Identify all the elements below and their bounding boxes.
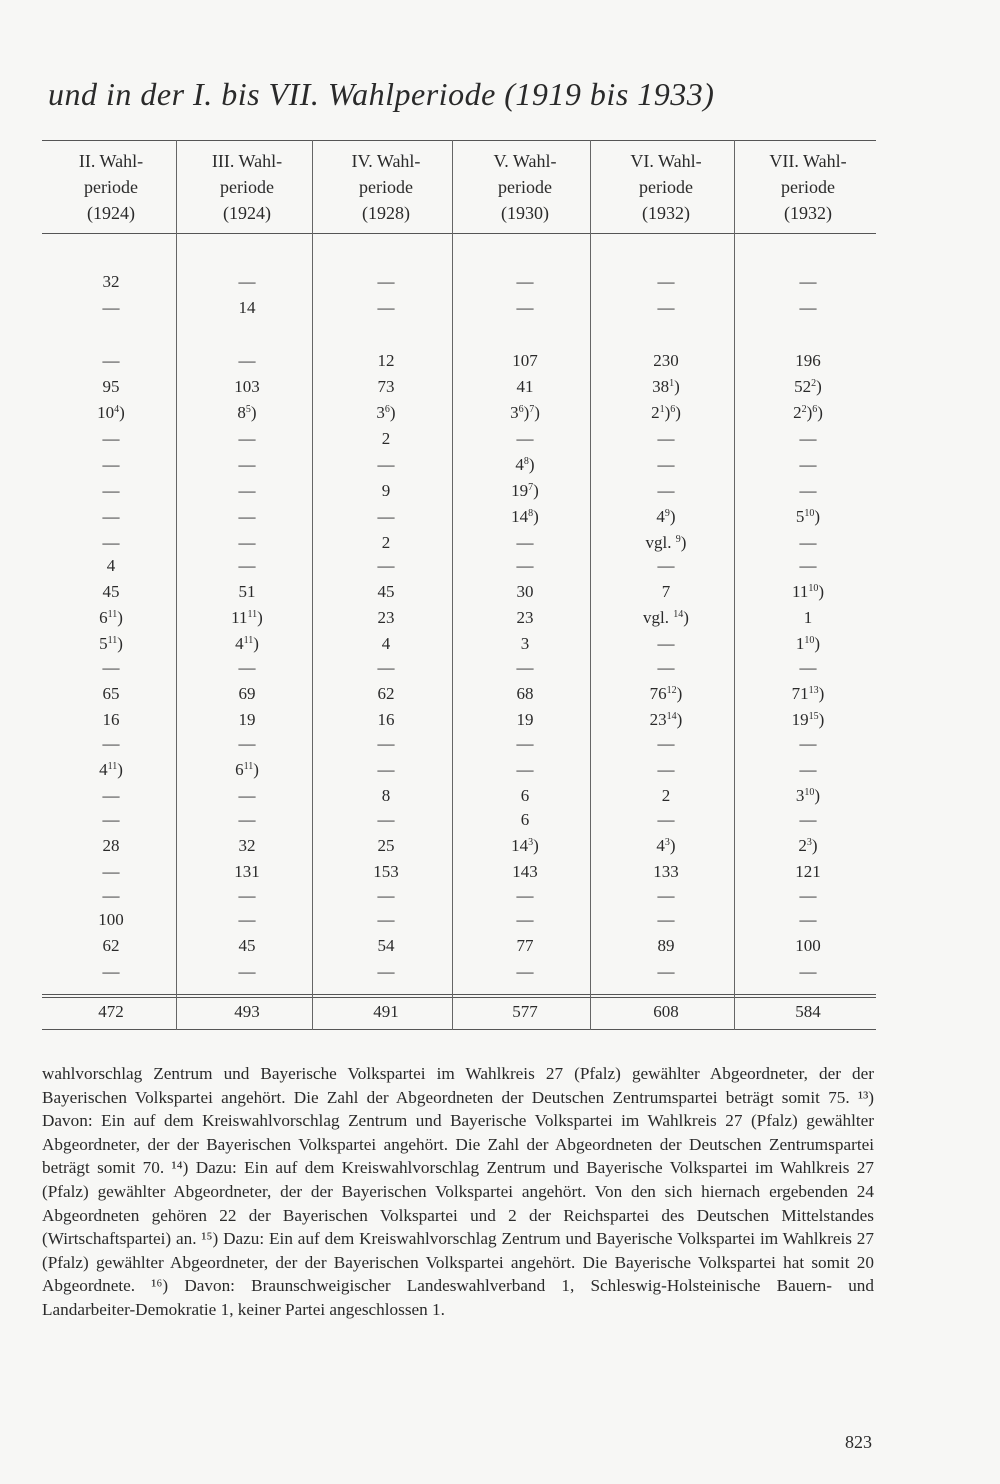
table-cell: 121 (795, 862, 821, 881)
table-cell: — (516, 760, 534, 779)
table-cell: $19^7$) (511, 481, 539, 500)
table-cell: 3 (520, 634, 530, 653)
table-cell: 4 (381, 634, 391, 653)
footnotes: wahlvorschlag Zentrum und Bayerische Volkspartei im Wahlkreis 27 (Pfalz) gewählter Abgeordneter, der der Bayerischen Volkspartei angehört. Die Zahl der Abgeordneten der Deutschen Zentrumspartei beträgt somit 75. ¹³) Davon: Ein auf dem Kreiswahlvorschlag Zentrum und Bayerische Volkspartei im Wahlkreis 27 (Pfalz) gewählter Abgeordneter, der der Bayerischen Volkspartei angehört. Die Zahl der Abgeordneten der Deutschen Zentrumspartei beträgt somit 70. ¹⁴) Dazu: Ein auf dem Kreiswahlvorschlag Zentrum und Bayerische Volkspartei im Wahlkreis 27 (Pfalz) gewählter Abgeordneter, der der Bayerischen Volkspartei angehört. Von den sich hiernach ergebenden 24 Abgeordneten gehören 22 der Bayerischen Volkspartei und 2 der Reichspartei des Deutschen Mittelstandes (Wirtschaftspartei) an. ¹⁵) Dazu: Ein auf dem Kreiswahlvorschlag Zentrum und Bayerische Volkspartei im Wahlkreis 27 (Pfalz) gewählter Abgeordneter, der der Bayerischen Volkspartei angehört. Die Bayerische Volkspartei hat somit 20 Abgeordnete. ¹⁶) Davon: Braunschweigischer Landeswahlverband 1, Schleswig-Holsteinische Bauern- und Landarbeiter-Demokratie 1, keiner Partei angeschlossen 1. (42, 1064, 874, 1319)
table-cell: 62 (377, 684, 395, 703)
table-cell: — (799, 734, 817, 753)
table-cell: — (238, 734, 256, 753)
column-header (738, 148, 878, 226)
table-cell: $76^{12}$) (649, 684, 683, 703)
table-cell: — (102, 455, 120, 474)
column-header-line: periode (498, 177, 552, 197)
table-cell: 65 (102, 684, 120, 703)
table-cell: — (238, 429, 256, 448)
table-cell: — (102, 862, 120, 881)
table-cell: — (238, 962, 256, 981)
table-cell: — (799, 556, 817, 575)
table-cell: — (102, 810, 120, 829)
table-cell: 62 (102, 936, 120, 955)
table-cell: — (238, 533, 256, 552)
table-cell: 1 (803, 608, 813, 627)
table-cell: — (377, 556, 395, 575)
table-cell: — (238, 272, 256, 291)
table-cell: — (516, 734, 534, 753)
table-cell: 28 (102, 836, 120, 855)
table-cell: — (238, 481, 256, 500)
table-cell: — (799, 962, 817, 981)
table-cell: — (657, 272, 675, 291)
table-cell: 95 (102, 377, 120, 396)
table-cell: 103 (234, 377, 260, 396)
total-cell: 493 (234, 1002, 260, 1021)
table-cell: $11^{10}$) (791, 582, 825, 601)
table-cell: 69 (238, 684, 256, 703)
table-cell: $2^2)^6$) (793, 403, 823, 422)
table-cell: 25 (377, 836, 395, 855)
table-cell: — (102, 533, 120, 552)
table-cell: — (238, 786, 256, 805)
table-bottom-rule (42, 1029, 876, 1030)
table-cell: $38^1$) (652, 377, 680, 396)
column-header-line: (1932) (642, 203, 690, 223)
table-cell: — (799, 886, 817, 905)
table-cell: — (657, 810, 675, 829)
table-cell: — (377, 272, 395, 291)
table-cell: — (238, 507, 256, 526)
column-header-line: periode (84, 177, 138, 197)
table-cell: — (238, 810, 256, 829)
table-cell: 54 (377, 936, 395, 955)
table-cell: — (102, 429, 120, 448)
table-cell: $4^8$) (515, 455, 535, 474)
table-cell: — (238, 910, 256, 929)
table-cell: — (377, 760, 395, 779)
table-cell: $23^{14}$) (649, 710, 683, 729)
column-header-line: VII. Wahl- (769, 151, 847, 171)
table-cell: — (799, 810, 817, 829)
column-header (596, 148, 736, 226)
table-cell: — (377, 810, 395, 829)
column-header-line: periode (781, 177, 835, 197)
table-cell: 2 (381, 533, 391, 552)
table-cell: — (799, 298, 817, 317)
table-cell: $4^{11}$) (235, 634, 259, 653)
table-cell: vgl. $^9$) (645, 533, 687, 552)
column-header-line: periode (220, 177, 274, 197)
table-cell: 19 (238, 710, 256, 729)
table-cell: $5^{10}$) (795, 507, 821, 526)
totals-top-rule-2 (42, 997, 876, 998)
page-number: 823 (845, 1432, 872, 1452)
table-cell: — (102, 962, 120, 981)
table-cell: — (657, 556, 675, 575)
table-cell: — (799, 910, 817, 929)
column-header (177, 148, 317, 226)
table-cell: 68 (516, 684, 534, 703)
table-cell: — (657, 298, 675, 317)
table-cell: — (102, 786, 120, 805)
table-cell: — (516, 886, 534, 905)
table-cell: 6 (520, 786, 530, 805)
table-cell: $4^9$) (656, 507, 676, 526)
table-cell: — (377, 298, 395, 317)
table-cell: — (102, 298, 120, 317)
table-cell: — (657, 910, 675, 929)
table-cell: — (799, 533, 817, 552)
table-cell: 14 (238, 298, 256, 317)
table-cell: 45 (377, 582, 395, 601)
table-cell: — (377, 658, 395, 677)
table-top-rule (42, 140, 876, 141)
table-cell: 45 (102, 582, 120, 601)
table-cell: 107 (512, 351, 538, 370)
column-header-line: (1932) (784, 203, 832, 223)
table-cell: 2 (661, 786, 671, 805)
table-cell: 133 (653, 862, 679, 881)
table-cell: 6 (520, 810, 530, 829)
table-cell: 4 (106, 556, 116, 575)
table-cell: — (657, 481, 675, 500)
table-cell: — (657, 886, 675, 905)
table-cell: vgl. $^{14}$) (643, 608, 689, 627)
table-cell: — (657, 658, 675, 677)
total-cell: 472 (98, 1002, 124, 1021)
column-header-line: IV. Wahl- (351, 151, 421, 171)
table-cell: $2^3$) (798, 836, 818, 855)
total-cell: 491 (373, 1002, 399, 1021)
table-cell: — (238, 556, 256, 575)
table-cell: $5^{11}$) (99, 634, 123, 653)
table-cell: $3^6$) (376, 403, 396, 422)
column-header-line: (1924) (223, 203, 271, 223)
column-header-line: periode (359, 177, 413, 197)
table-cell: 196 (795, 351, 821, 370)
table-cell: 32 (102, 272, 120, 291)
table-cell: — (799, 272, 817, 291)
table-cell: $19^{15}$) (791, 710, 825, 729)
table-cell: $4^{11}$) (99, 760, 123, 779)
table-cell: 77 (516, 936, 534, 955)
table-cell: 2 (381, 429, 391, 448)
total-cell: 577 (512, 1002, 538, 1021)
total-cell: 608 (653, 1002, 679, 1021)
table-cell: — (238, 351, 256, 370)
table-cell: — (799, 658, 817, 677)
table-cell: — (657, 760, 675, 779)
table-cell: — (377, 507, 395, 526)
table-cell: 12 (377, 351, 395, 370)
column-header-line: (1924) (87, 203, 135, 223)
column-header (316, 148, 456, 226)
table-cell: $2^1)^6$) (651, 403, 681, 422)
table-cell: — (238, 658, 256, 677)
table-cell: — (377, 962, 395, 981)
table-cell: 100 (795, 936, 821, 955)
column-header-line: V. Wahl- (493, 151, 557, 171)
table-cell: 89 (657, 936, 675, 955)
table-cell: 45 (238, 936, 256, 955)
table-cell: — (799, 760, 817, 779)
table-cell: $71^{13}$) (791, 684, 825, 703)
table-cell: — (516, 298, 534, 317)
table-cell: — (516, 658, 534, 677)
column-header-line: III. Wahl- (211, 151, 283, 171)
table-cell: $3^6)^7$) (510, 403, 540, 422)
table-cell: 131 (234, 862, 260, 881)
table-cell: — (102, 507, 120, 526)
table-cell: — (516, 533, 534, 552)
table-cell: 32 (238, 836, 256, 855)
col-divider (734, 140, 735, 1030)
table-cell: 7 (661, 582, 671, 601)
column-header-line: periode (639, 177, 693, 197)
table-cell: — (799, 455, 817, 474)
table-cell: — (516, 556, 534, 575)
table-cell: — (799, 481, 817, 500)
header-bottom-rule (42, 233, 876, 234)
table-cell: 19 (516, 710, 534, 729)
col-divider (176, 140, 177, 1030)
table-cell: $4^3$) (656, 836, 676, 855)
table-cell: 51 (238, 582, 256, 601)
column-header-line: II. Wahl- (78, 151, 144, 171)
table-cell: $11^{11}$) (231, 608, 263, 627)
totals-top-rule (42, 994, 876, 995)
total-cell: 584 (795, 1002, 821, 1021)
table-cell: — (102, 658, 120, 677)
table-cell: 230 (653, 351, 679, 370)
table-cell: $14^3$) (511, 836, 539, 855)
table-cell: 153 (373, 862, 399, 881)
table-cell: 143 (512, 862, 538, 881)
table-cell: $10^4$) (97, 403, 125, 422)
table-cell: — (516, 910, 534, 929)
table-cell: 23 (516, 608, 534, 627)
table-cell: — (657, 429, 675, 448)
column-header (455, 148, 595, 226)
table-cell: — (102, 481, 120, 500)
table-cell: — (799, 429, 817, 448)
table-cell: $6^{11}$) (99, 608, 123, 627)
table-cell: — (657, 734, 675, 753)
table-cell: $52^2$) (794, 377, 822, 396)
column-header (41, 148, 181, 226)
table-cell: $6^{11}$) (235, 760, 259, 779)
table-cell: — (238, 455, 256, 474)
table-cell: — (377, 910, 395, 929)
table-cell: 16 (377, 710, 395, 729)
table-cell: $1^{10}$) (795, 634, 821, 653)
table-cell: 73 (377, 377, 395, 396)
table-cell: — (657, 634, 675, 653)
table-cell: 16 (102, 710, 120, 729)
page-title: und in der I. bis VII. Wahlperiode (1919 bis 1933) (48, 76, 715, 112)
column-header-line: VI. Wahl- (630, 151, 702, 171)
table-cell: — (657, 455, 675, 474)
table-cell: 9 (381, 481, 391, 500)
table-cell: — (377, 886, 395, 905)
table-cell: — (516, 272, 534, 291)
col-divider (590, 140, 591, 1030)
table-cell: 41 (516, 377, 534, 396)
table-cell: 23 (377, 608, 395, 627)
table-cell: — (657, 962, 675, 981)
table-cell: — (516, 429, 534, 448)
table-cell: — (516, 962, 534, 981)
table-cell: — (238, 886, 256, 905)
col-divider (452, 140, 453, 1030)
table-cell: — (102, 886, 120, 905)
table-cell: — (377, 455, 395, 474)
table-cell: 30 (516, 582, 534, 601)
table-cell: $8^5$) (237, 403, 257, 422)
table-cell: — (377, 734, 395, 753)
table-cell: $3^{10}$) (795, 786, 821, 805)
column-header-line: (1930) (501, 203, 549, 223)
table-cell: — (102, 734, 120, 753)
table-cell: 100 (98, 910, 124, 929)
table-cell: $14^8$) (511, 507, 539, 526)
table-cell: — (102, 351, 120, 370)
column-header-line: (1928) (362, 203, 410, 223)
table-cell: 8 (381, 786, 391, 805)
col-divider (312, 140, 313, 1030)
